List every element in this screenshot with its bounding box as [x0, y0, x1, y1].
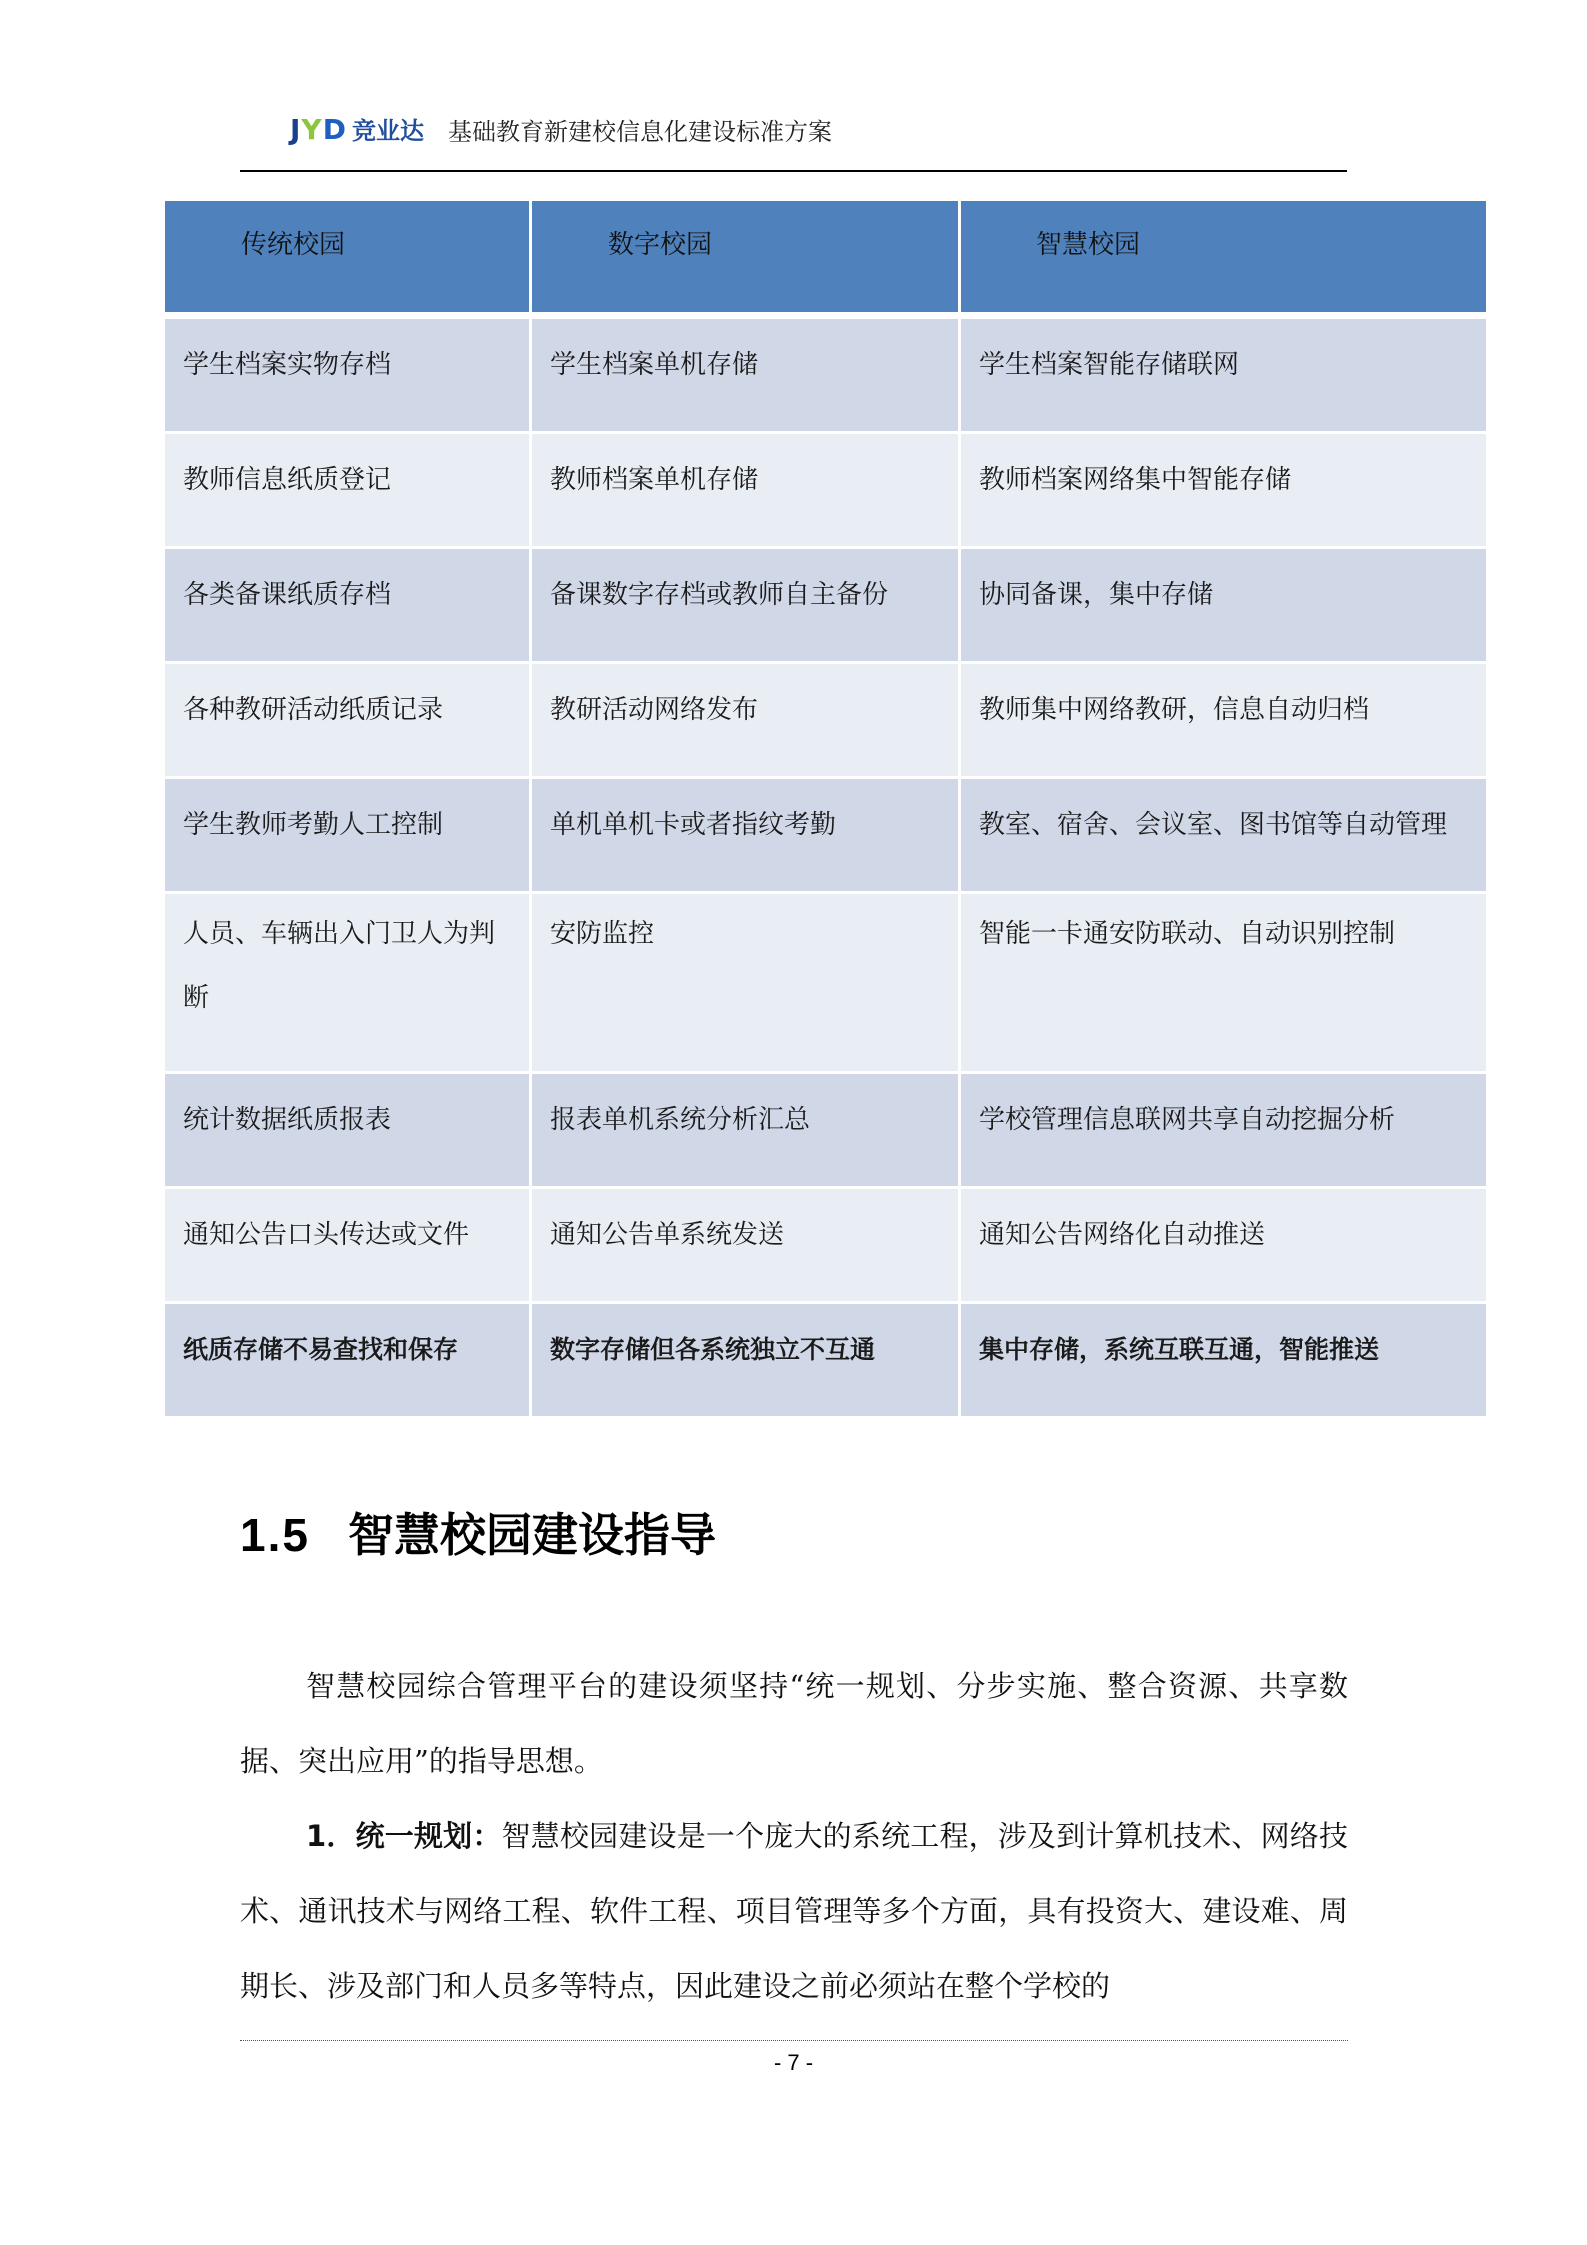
column-header-traditional: 传统校园 — [165, 201, 529, 312]
table-cell: 人员、车辆出入门卫人为判断 — [165, 894, 529, 1071]
table-row — [165, 549, 1486, 661]
column-header-smart: 智慧校园 — [961, 201, 1486, 312]
logo-letter-d: D — [322, 113, 346, 146]
page-number: - 7 - — [773, 2050, 814, 2075]
table-cell: 教研活动网络发布 — [532, 664, 958, 776]
table-cell: 各类备课纸质存档 — [165, 549, 529, 661]
section-number: 1.5 — [240, 1509, 310, 1561]
table-cell: 学生档案实物存档 — [165, 319, 529, 431]
page-header — [240, 108, 1347, 174]
table-cell: 教师档案单机存储 — [532, 434, 958, 546]
table-cell: 备课数字存档或教师自主备份 — [532, 549, 958, 661]
body-paragraph: 智慧校园综合管理平台的建设须坚持“统一规划、分步实施、整合资源、共享数据、突出应用”的指导思想。 — [240, 1669, 1348, 1778]
table-cell: 教师信息纸质登记 — [165, 434, 529, 546]
table-cell: 通知公告单系统发送 — [532, 1189, 958, 1301]
table-cell: 数字存储但各系统独立不互通 — [532, 1304, 958, 1416]
footer-rule — [240, 2040, 1348, 2041]
table-cell: 集中存储，系统互联互通，智能推送 — [961, 1304, 1486, 1416]
table-cell: 单机单机卡或者指纹考勤 — [532, 779, 958, 891]
document-title: 基础教育新建校信息化建设标准方案 — [448, 118, 832, 146]
table-cell: 通知公告网络化自动推送 — [961, 1189, 1486, 1301]
table-cell: 教师档案网络集中智能存储 — [961, 434, 1486, 546]
logo-letter-y: Y — [301, 113, 323, 146]
table-row — [165, 319, 1486, 431]
table-cell: 纸质存储不易查找和保存 — [165, 1304, 529, 1416]
table-cell: 学生档案智能存储联网 — [961, 319, 1486, 431]
header-rule — [240, 170, 1347, 172]
table-cell: 各种教研活动纸质记录 — [165, 664, 529, 776]
table-row — [165, 779, 1486, 891]
table-cell: 学生档案单机存储 — [532, 319, 958, 431]
column-header-digital: 数字校园 — [532, 201, 958, 312]
table-row — [165, 894, 1486, 1071]
table-cell: 安防监控 — [532, 894, 958, 1071]
table-row — [165, 1074, 1486, 1186]
table-header-row — [165, 201, 1486, 312]
logo-company-name: 竞业达 — [351, 117, 424, 145]
table-cell: 智能一卡通安防联动、自动识别控制 — [961, 894, 1486, 1071]
table-cell: 统计数据纸质报表 — [165, 1074, 529, 1186]
table-summary-row — [165, 1304, 1486, 1416]
section-heading — [240, 1508, 716, 1563]
table-cell: 学校管理信息联网共享自动挖掘分析 — [961, 1074, 1486, 1186]
table-cell: 学生教师考勤人工控制 — [165, 779, 529, 891]
company-logo — [290, 113, 424, 146]
campus-comparison-table — [165, 201, 1486, 1416]
section-title: 智慧校园建设指导 — [347, 1509, 716, 1561]
table-row — [165, 664, 1486, 776]
table-cell: 协同备课，集中存储 — [961, 549, 1486, 661]
body-paragraph-unified-planning — [240, 1799, 1348, 2024]
table-cell: 教师集中网络教研，信息自动归档 — [961, 664, 1486, 776]
table-cell: 通知公告口头传达或文件 — [165, 1189, 529, 1301]
table-cell: 教室、宿舍、会议室、图书馆等自动管理 — [961, 779, 1486, 891]
logo-letter-j: J — [290, 113, 302, 146]
table-row — [165, 1189, 1486, 1301]
paragraph-lead-label: 1．统一规划： — [306, 1819, 502, 1853]
table-row — [165, 434, 1486, 546]
paragraph-body: 智慧校园建设是一个庞大的系统工程，涉及到计算机技术、网络技术、通讯技术与网络工程、软件工程、项目管理等多个方面，具有投资大、建设难、周期长、涉及部门和人员多等特点，因此建设之前必须站在整个学校的 — [240, 1819, 1348, 2003]
table-cell: 报表单机系统分析汇总 — [532, 1074, 958, 1186]
